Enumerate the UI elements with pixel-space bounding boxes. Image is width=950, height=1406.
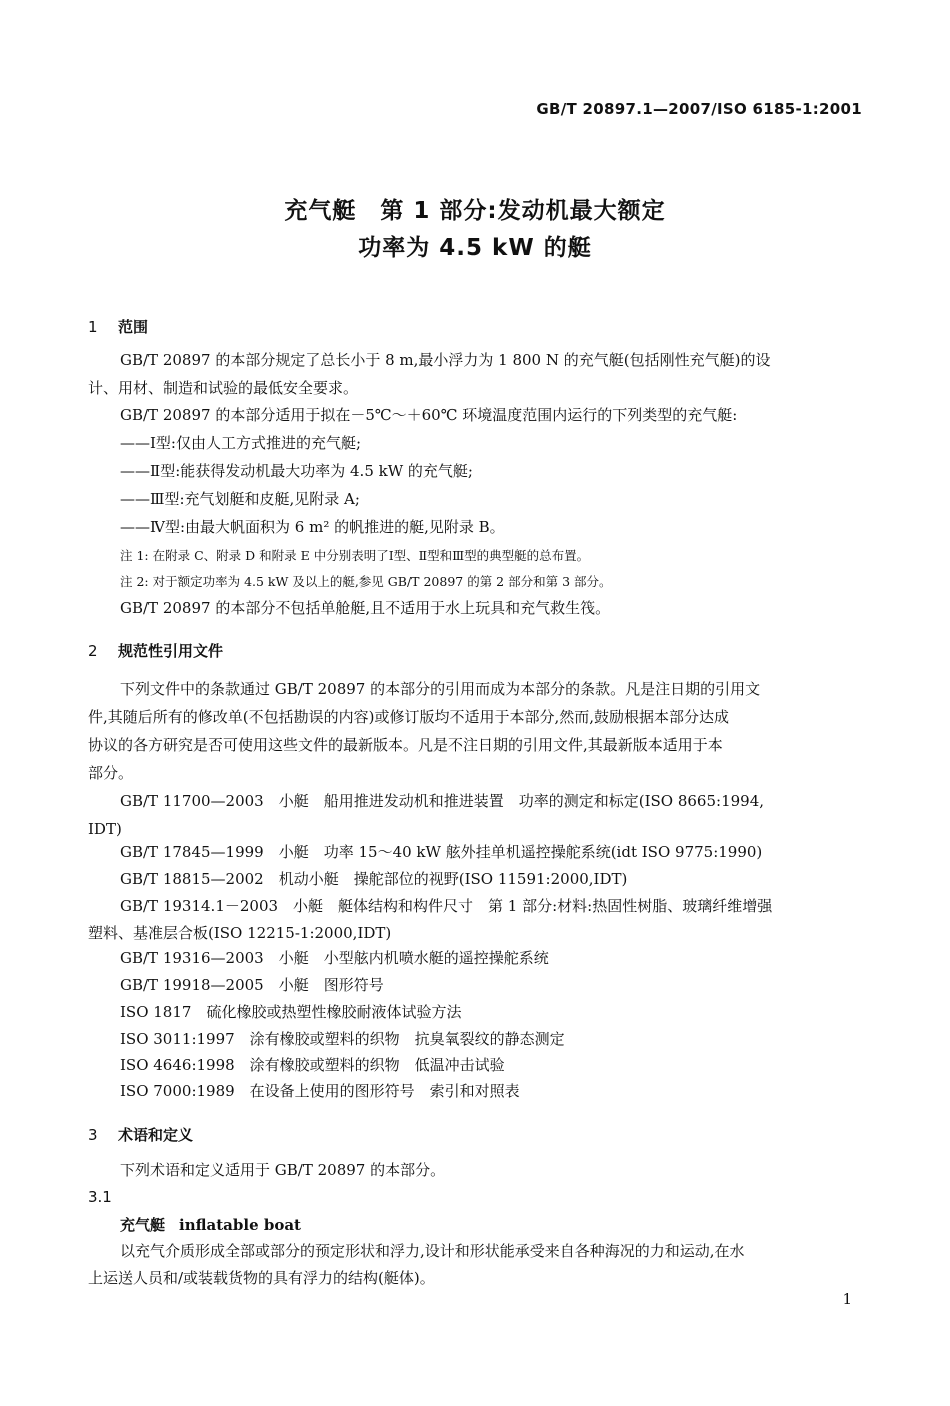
section-title: 范围 (118, 318, 149, 336)
section-number: 3 (88, 1126, 98, 1144)
references-intro-line: 下列文件中的条款通过 GB/T 20897 的本部分的引用而成为本部分的条款。凡是注日期的引用文 (120, 680, 761, 698)
reference-item: ISO 7000:1989 在设备上使用的图形符号 索引和对照表 (120, 1082, 520, 1100)
reference-item-continuation: 塑料、基准层合板(ISO 12215-1:2000,IDT) (88, 924, 392, 942)
references-intro-line: 部分。 (88, 764, 134, 782)
document-title-line1: 充气艇 第 1 部分:发动机最大额定 (284, 198, 666, 224)
list-item: ——Ⅰ型:仅由人工方式推进的充气艇; (120, 434, 362, 452)
section-heading-terms (88, 1124, 193, 1145)
section-heading-scope (88, 316, 148, 337)
standard-code: GB/T 20897.1—2007/ISO 6185-1:2001 (536, 100, 862, 118)
scope-paragraph: GB/T 20897 的本部分适用于拟在－5℃～＋60℃ 环境温度范围内运行的下列类型的充气艇: (120, 406, 738, 424)
scope-paragraph: GB/T 20897 的本部分不包括单舱艇,且不适用于水上玩具和充气救生筏。 (120, 599, 611, 617)
document-title-line2: 功率为 4.5 kW 的艇 (358, 235, 592, 261)
subclause-number: 3.1 (88, 1188, 112, 1206)
note: 注 1: 在附录 C、附录 D 和附录 E 中分别表明了Ⅰ型、Ⅱ型和Ⅲ型的典型艇的总布置。 (120, 548, 590, 563)
reference-item: GB/T 11700—2003 小艇 船用推进发动机和推进装置 功率的测定和标定(ISO 8665:1994, (120, 792, 765, 810)
section-title: 术语和定义 (118, 1126, 194, 1144)
reference-item-continuation: IDT) (88, 820, 122, 838)
reference-item: ISO 4646:1998 涂有橡胶或塑料的织物 低温冲击试验 (120, 1056, 505, 1074)
reference-item: GB/T 17845—1999 小艇 功率 15～40 kW 舷外挂单机遥控操舵系统(idt ISO 9775:1990) (120, 843, 763, 861)
terms-intro: 下列术语和定义适用于 GB/T 20897 的本部分。 (120, 1161, 446, 1179)
section-heading-normative-references (88, 640, 223, 661)
list-item: ——Ⅲ型:充气划艇和皮艇,见附录 A; (120, 490, 360, 508)
references-intro-line: 件,其随后所有的修改单(不包括勘误的内容)或修订版均不适用于本部分,然而,鼓励根据本部分达成 (88, 708, 730, 726)
references-intro-line: 协议的各方研究是否可使用这些文件的最新版本。凡是不注日期的引用文件,其最新版本适用于本 (88, 736, 723, 754)
scope-paragraph-line: GB/T 20897 的本部分规定了总长小于 8 m,最小浮力为 1 800 N 的充气艇(包括刚性充气艇)的设 (120, 351, 771, 369)
page-number: 1 (842, 1290, 852, 1308)
reference-item: ISO 1817 硫化橡胶或热塑性橡胶耐液体试验方法 (120, 1003, 462, 1021)
list-item: ——Ⅱ型:能获得发动机最大功率为 4.5 kW 的充气艇; (120, 462, 473, 480)
reference-item: GB/T 19314.1－2003 小艇 艇体结构和构件尺寸 第 1 部分:材料:热固性树脂、玻璃纤维增强 (120, 897, 773, 915)
term-chinese: 充气艇 (120, 1216, 166, 1234)
section-title: 规范性引用文件 (118, 642, 224, 660)
reference-item: ISO 3011:1997 涂有橡胶或塑料的织物 抗臭氧裂纹的静态测定 (120, 1030, 565, 1048)
reference-item: GB/T 19316—2003 小艇 小型舷内机喷水艇的遥控操舵系统 (120, 949, 549, 967)
scope-paragraph-line: 计、用材、制造和试验的最低安全要求。 (88, 379, 359, 397)
section-number: 1 (88, 318, 98, 336)
section-number: 2 (88, 642, 98, 660)
term-definition-line: 上运送人员和/或装载货物的具有浮力的结构(艇体)。 (88, 1269, 435, 1287)
term-definition-line: 以充气介质形成全部或部分的预定形状和浮力,设计和形状能承受来自各种海况的力和运动,在水 (120, 1242, 745, 1260)
term-entry (120, 1214, 301, 1235)
reference-item: GB/T 19918—2005 小艇 图形符号 (120, 976, 384, 994)
note: 注 2: 对于额定功率为 4.5 kW 及以上的艇,参见 GB/T 20897 的第 2 部分和第 3 部分。 (120, 574, 612, 589)
list-item: ——Ⅳ型:由最大帆面积为 6 m² 的帆推进的艇,见附录 B。 (120, 518, 505, 536)
term-english: inflatable boat (179, 1216, 301, 1234)
reference-item: GB/T 18815—2002 机动小艇 操舵部位的视野(ISO 11591:2000,IDT) (120, 870, 628, 888)
